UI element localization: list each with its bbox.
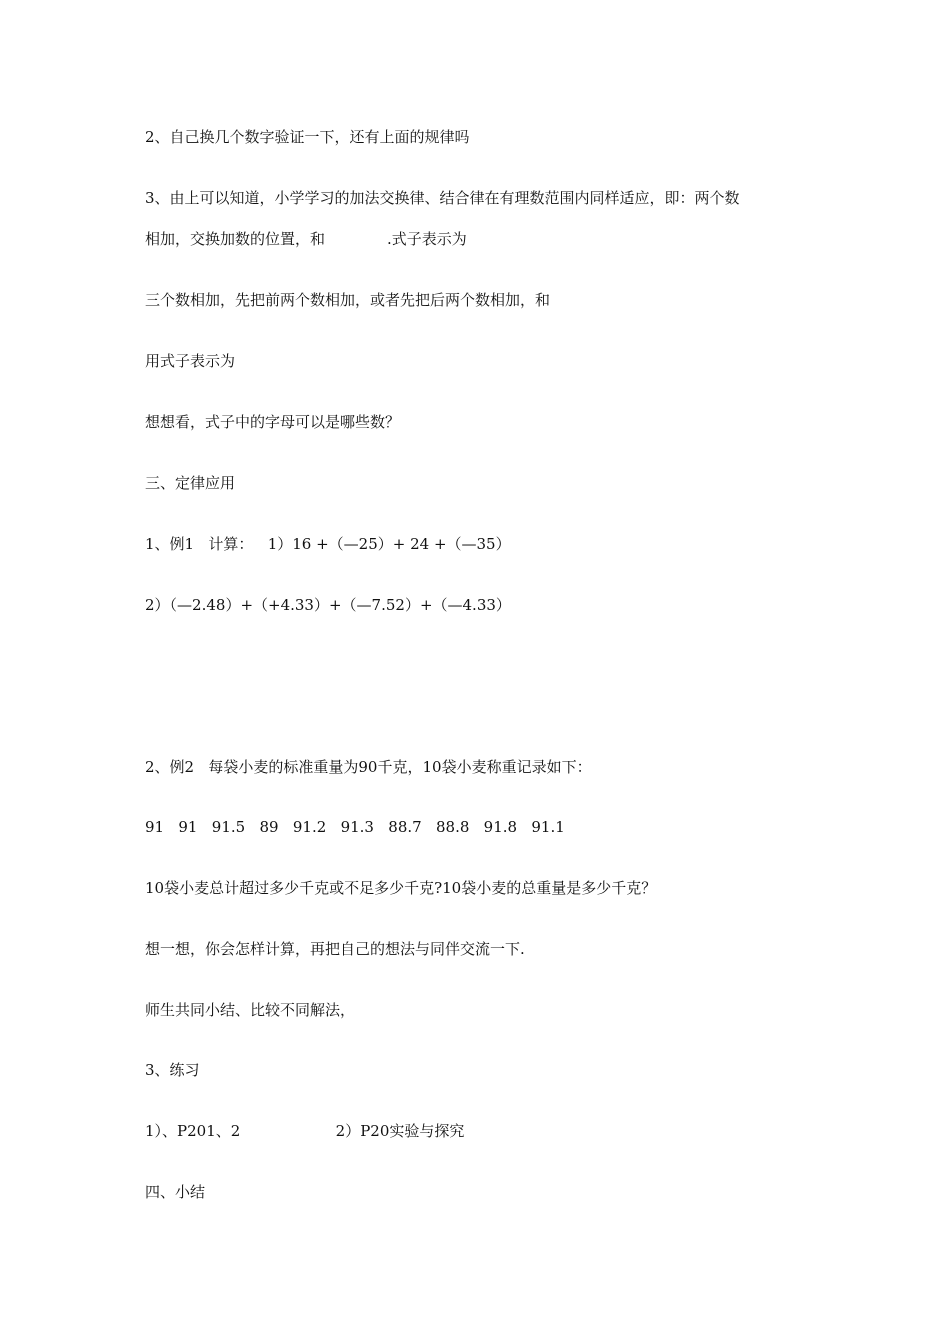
text-line-example-1: 1、例1 计算： 1）16 +（—25）+ 24 +（—35） [145, 535, 511, 553]
text-line-weight-question: 10袋小麦总计超过多少千克或不足多少千克?10袋小麦的总重量是多少千克？ [145, 879, 657, 897]
section-heading-summary: 四、小结 [145, 1183, 206, 1201]
text-line-example-1-part-2: 2）（—2.48）+（+4.33）+（—7.52）+（—4.33） [145, 596, 511, 614]
text-line-question-letters: 想想看，式子中的字母可以是哪些数？ [145, 413, 401, 431]
text-line-weights: 91 91 91.5 89 91.2 91.3 88.7 88.8 91.8 91.1 [145, 818, 565, 836]
text-line-example-2: 2、例2 每袋小麦的标准重量为90千克，10袋小麦称重记录如下： [145, 758, 592, 776]
text-line-laws-intro: 3、由上可以知道，小学学习的加法交换律、结合律在有理数范围内同样适应，即：两个数 [145, 189, 740, 207]
text-line-commutative: 相加，交换加数的位置，和 .式子表示为 [145, 230, 467, 248]
text-line-verify-rule: 2、自己换几个数字验证一下，还有上面的规律吗 [145, 128, 470, 146]
text-line-expression: 用式子表示为 [145, 352, 236, 370]
text-line-think: 想一想，你会怎样计算，再把自己的想法与同伴交流一下. [145, 940, 525, 958]
section-heading-practice: 3、练习 [145, 1061, 200, 1079]
section-heading-application: 三、定律应用 [145, 474, 236, 492]
text-line-associative: 三个数相加，先把前两个数相加，或者先把后两个数相加，和 [145, 291, 551, 309]
text-line-practice-items: 1）、P201、2 2）P20实验与探究 [145, 1122, 465, 1140]
text-line-summary-methods: 师生共同小结、比较不同解法， [145, 1001, 356, 1019]
